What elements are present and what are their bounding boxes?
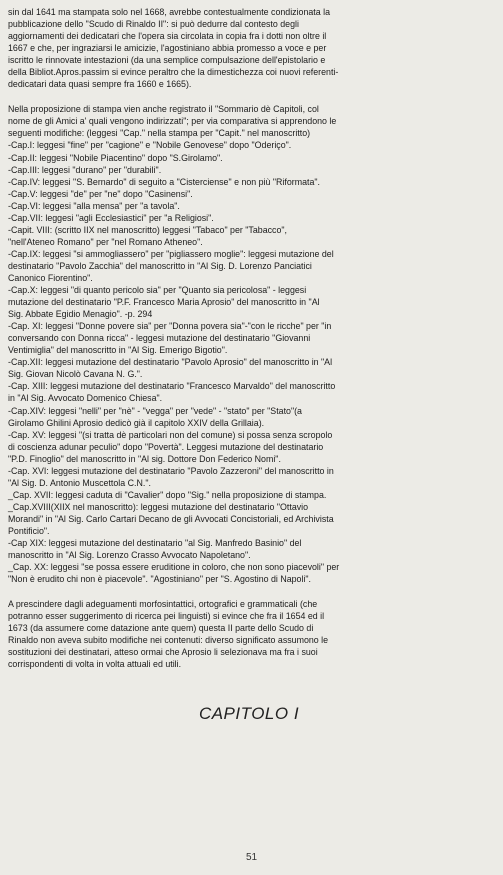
text-line: Rinaldo non aveva subito modifiche nei contenuti: diverso significato assumono le (8, 635, 329, 646)
text-line: -Cap.X: leggesi "di quanto pericolo sia" per "Quanto sia pericolosa" - leggesi (8, 285, 307, 296)
text-line: -Cap.I: leggesi "fine" per "cagione" e "Nobile Genovese" dopo "Oderiço". (8, 140, 292, 151)
chapter-heading: CAPITOLO I (198, 704, 300, 724)
text-line: Canonico Fiorentino". (8, 272, 93, 283)
text-line: -Cap XIX: leggesi mutazione del destinatario "al Sig. Manfredo Basinio" del (8, 538, 302, 549)
paragraph (8, 6, 490, 90)
text-line: 1667 e che, per ingraziarsi le amicizie, l'agostiniano abbia promesso a voce e per (8, 43, 327, 54)
paragraph (8, 103, 490, 585)
text-line: 1673 (da assumere come datazione ante quem) questa II parte dello Scudo di (8, 623, 314, 634)
text-line: aggiornamenti dei dedicatari che l'opera sia circolata in copia fra i dotti non oltre il (8, 31, 327, 42)
text-line: mutazione del destinatario "P.F. Francesco Maria Aprosio" del manoscritto in "Al (8, 297, 320, 308)
text-line: -Cap.VI: leggesi "alla mensa" per "a tavola". (8, 200, 180, 211)
text-line: -Cap.VII: leggesi "agli Ecclesiastici" per "a Religiosi". (8, 212, 214, 223)
text-line: -Capit. VIII: (scritto IIX nel manoscritto) leggesi "Tabaco" per "Tabacco", (8, 224, 287, 235)
text-line: -Cap.IX: leggesi "si ammogliassero" per "pigliassero moglie": leggesi mutazione del (8, 248, 334, 259)
text-line: seguenti modifiche: (leggesi "Cap." nella stampa per "Capit." nel manoscritto) (8, 128, 311, 139)
text-line: Girolamo Ghilini Aprosio dedicò già il capitolo XXIV della Grillaia). (8, 417, 265, 428)
paragraph (8, 598, 490, 670)
text-line: -Cap.XII: leggesi mutazione del destinatario "Pavolo Aprosio" del manoscritto in "Al (8, 357, 333, 368)
text-line: -Cap.II: leggesi "Nobile Piacentino" dopo "S.Girolamo". (8, 152, 223, 163)
text-line: A prescindere dagli adeguamenti morfosintattici, ortografici e grammaticali (che (8, 599, 318, 610)
text-line: Sig. Abbate Egidio Menagio". -p. 294 (8, 309, 153, 320)
text-line: pubblicazione dello "Scudo di Rinaldo II": si può dedurre dal contesto degli (8, 19, 299, 30)
text-line: destinatario "Pavolo Zacchia" del manoscritto in "Al Sig. D. Lorenzo Panciatici (8, 260, 312, 271)
text-line: nome de gli Amici a' quali vengono indirizzati"; per via comparativa si apprendono le (8, 116, 337, 127)
text-line: _Cap. XVII: leggesi caduta di "Cavalier" dopo "Sig." nella proposizione di stampa. (8, 489, 327, 500)
text-line: "nell'Ateneo Romano" per "nel Romano Atheneo". (8, 236, 203, 247)
text-line: Sig. Giovan Nicolò Cavana N. G.". (8, 369, 143, 380)
page-number: 51 (245, 852, 258, 863)
text-line: di coscienza adunar peculio" dopo "Povertà". Leggesi mutazione del destinatario (8, 441, 324, 452)
text-line: in "Al Sig. Avvocato Domenico Chiesa". (8, 393, 163, 404)
text-line: Pontificio". (8, 525, 50, 536)
text-line: sin dal 1641 ma stampata solo nel 1668, avrebbe contestualmente condizionata la (8, 7, 331, 17)
text-line: "P.D. Finoglio" del manoscritto in "Al sig. Dottore Don Federico Nomi". (8, 453, 281, 464)
text-line: potranno esser suggerimento di ricerca pei linguisti) si evince che fra il 1654 ed il (8, 611, 325, 622)
text-line: _Cap. XX: leggesi "se possa essere eruditione in coloro, che non sono piacevoli" per (8, 562, 340, 573)
text-line: -Cap. XI: leggesi "Donne povere sia" per "Donna povera sia"-"con le ricche" per "in (8, 321, 332, 332)
body-text (8, 6, 490, 670)
text-line: "Al Sig. D. Antonio Muscettola C.N.". (8, 477, 151, 488)
text-line: -Cap. XIII: leggesi mutazione del destinatario "Francesco Marvaldo" del manoscritto (8, 381, 336, 392)
text-line: corrispondenti di volta in volta attuali ed utili. (8, 659, 182, 670)
text-line: Ventimiglia" del manoscritto in "Al Sig. Emerigo Bigotio". (8, 345, 228, 356)
text-line: Morandi" in "Al Sig. Carlo Cartari Decano de gli Avvocati Concistoriali, ed Archivista (8, 513, 334, 524)
text-line: della Bibliot.Apros.passim si evince peraltro che la dimestichezza coi nuovi referenti- (8, 67, 339, 78)
text-line: dedicatari data quasi sempre fra 1660 e 1665). (8, 79, 192, 90)
text-line: _Cap.XVIII(XIIX nel manoscritto): leggesi mutazione del destinatario "Ottavio (8, 501, 309, 512)
text-line: iscritto le rinnovate intestazioni (da una semplice compulsazione dell'epistolario e (8, 55, 326, 66)
text-line: "Non è erudito chi non è piacevole". "Agostiniano" per "S. Agostino di Napoli". (8, 574, 312, 585)
text-line: sostituzioni dei destinatari, atteso ormai che Aprosio li selezionava ma fra i suoi (8, 647, 318, 658)
text-line: -Cap.V: leggesi "de" per "ne" dopo "Casinensi". (8, 188, 193, 199)
text-line: conversando con Donna ricca" - leggesi mutazione del destinatario "Giovanni (8, 333, 311, 344)
text-line: Nella proposizione di stampa vien anche registrato il "Sommario dè Capitoli, col (8, 104, 319, 115)
text-line: -Cap.IV: leggesi "S. Bernardo" di seguito a "Cisterciense" e non più "Riformata". (8, 176, 320, 187)
text-line: -Cap. XVI: leggesi mutazione del destinatario "Pavolo Zazzeroni" del manoscritto in (8, 465, 334, 476)
text-line: -Cap.XIV: leggesi "nelli" per "nè" - "vegga" per "vede" - "stato" per "Stato"(a (8, 405, 302, 416)
text-line: -Cap.III: leggesi "durano" per "durabili". (8, 164, 162, 175)
text-line: -Cap. XV: leggesi "(si tratta dè particolari non del comune) si possa senza scropolo (8, 429, 333, 440)
text-line: manoscritto in "Al Sig. Lorenzo Crasso Avvocato Napoletano". (8, 550, 251, 561)
